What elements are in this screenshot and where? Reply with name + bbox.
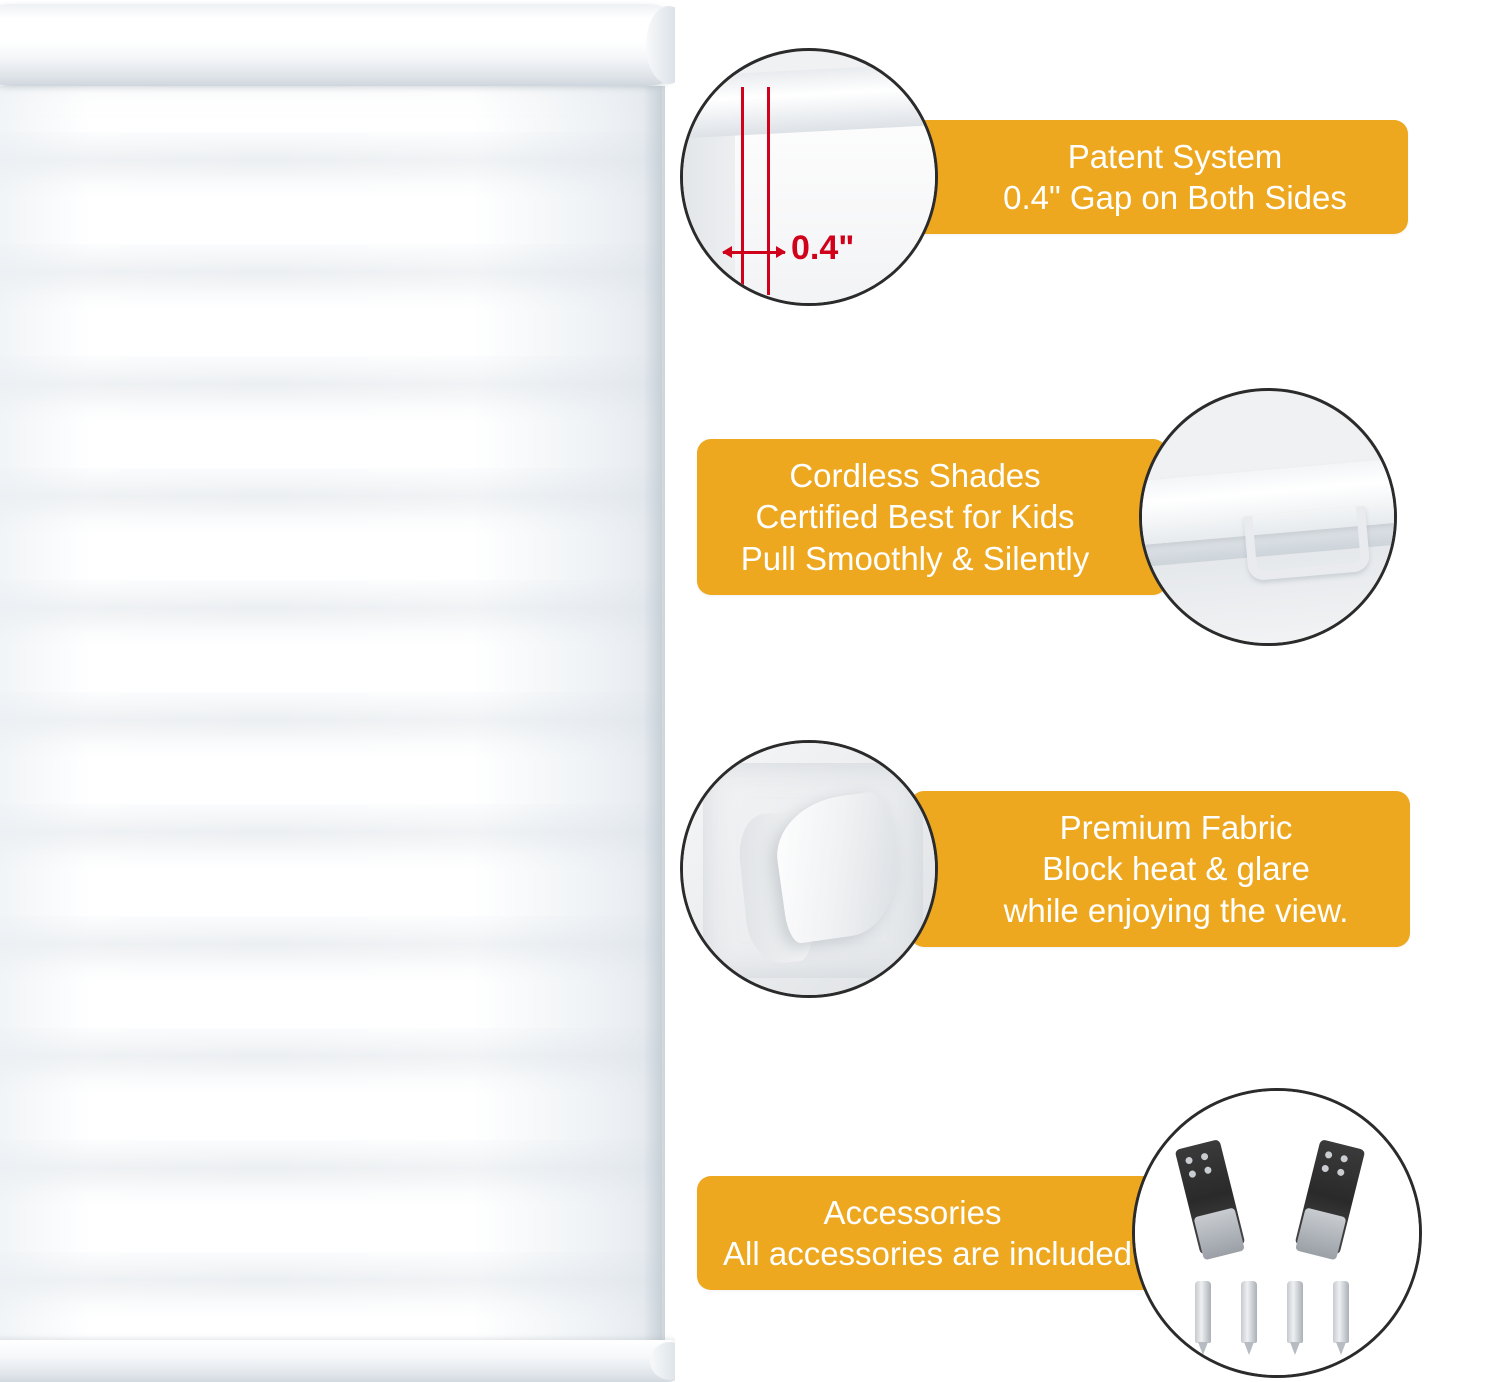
feature-list — [675, 0, 1500, 1382]
accessories-photo — [1132, 1088, 1422, 1378]
callout-line: Cordless Shades — [789, 457, 1041, 495]
window-frame — [735, 111, 938, 306]
pull-handle — [1243, 506, 1370, 581]
gap-measurement-photo — [680, 48, 938, 306]
gap-dimension-arrow — [723, 251, 785, 254]
feature-accessories — [697, 1088, 1422, 1378]
feature-cordless-shades — [697, 388, 1397, 646]
callout-cordless-shades — [697, 439, 1167, 595]
callout-line: All accessories are included — [723, 1235, 1133, 1272]
callout-line: 0.4" Gap on Both Sides — [1003, 179, 1347, 216]
callout-line: Patent System — [1067, 137, 1283, 175]
gap-guide-line-left — [741, 87, 744, 295]
callout-line: Block heat & glare — [1042, 850, 1310, 888]
callout-line: while enjoying the view. — [1003, 891, 1349, 929]
screw — [1241, 1281, 1257, 1343]
bottom-rail-handle-photo — [1139, 388, 1397, 646]
product-image — [0, 0, 675, 1382]
screw — [1287, 1281, 1303, 1343]
callout-line: Pull Smoothly & Silently — [740, 539, 1090, 577]
callout-line: Certified Best for Kids — [755, 498, 1075, 536]
head-rail — [0, 4, 675, 86]
shade-right-edge — [643, 86, 665, 1382]
callout-patent-system — [910, 120, 1408, 235]
fabric-swatch-photo — [680, 740, 938, 998]
bracket-screw-holes — [1319, 1151, 1355, 1187]
feature-premium-fabric — [680, 740, 1410, 998]
accessories-background — [1135, 1091, 1419, 1375]
callout-premium-fabric — [910, 791, 1410, 947]
head-rail-end-cap — [646, 6, 675, 84]
feature-patent-system — [680, 48, 1408, 306]
bracket-screw-holes — [1185, 1151, 1221, 1187]
gap-guide-line-right — [767, 87, 770, 295]
bottom-rail — [0, 1340, 675, 1382]
bottom-rail-end-cap — [650, 1342, 675, 1380]
screw — [1333, 1281, 1349, 1343]
gap-measurement-label: 0.4" — [791, 229, 855, 267]
shade-fabric — [0, 86, 662, 1382]
screw — [1195, 1281, 1211, 1343]
callout-accessories — [697, 1176, 1162, 1291]
callout-line: Accessories — [823, 1193, 1002, 1231]
callout-line: Premium Fabric — [1059, 809, 1293, 847]
shade-sheen — [0, 86, 662, 1382]
